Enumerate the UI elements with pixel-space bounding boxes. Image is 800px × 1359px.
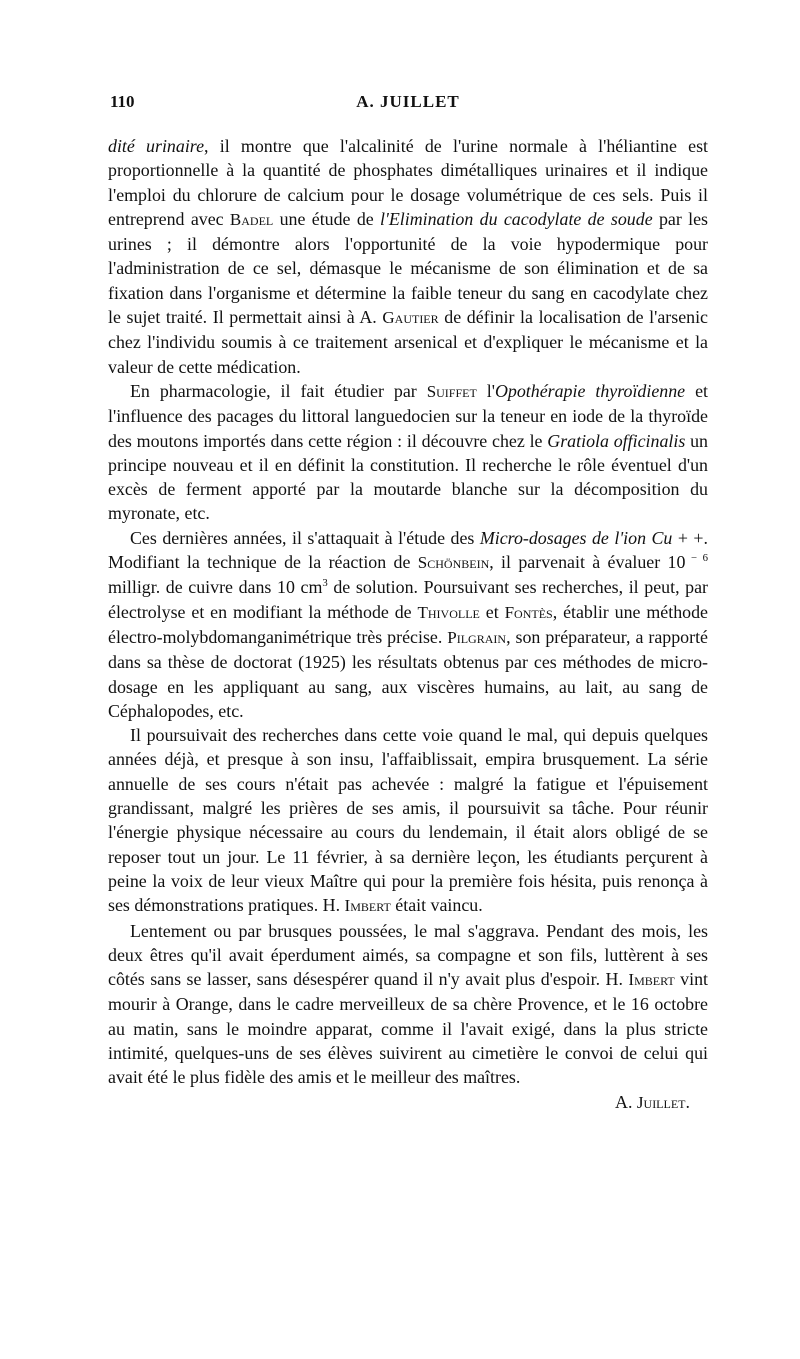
- paragraph-1: [108, 134, 708, 379]
- text-run: était vaincu.: [390, 895, 483, 916]
- exponent: − 6: [685, 552, 709, 565]
- italic-title: l'Elimination du cacodylate de soude: [380, 208, 653, 229]
- italic-species: Gratiola officinalis: [547, 430, 686, 451]
- text-run: une étude de: [273, 208, 381, 229]
- italic-title: Micro-dosages de l'ion Cu: [479, 527, 673, 548]
- author-name: Badel: [229, 209, 274, 229]
- text-run: et: [479, 601, 505, 622]
- italic-title: Opothérapie thyroïdienne: [494, 380, 686, 401]
- text-run: , son préparateur, a rapporté dans sa thèse de doctorat (1925) les résultats obtenus par ces méthodes de micro-dosage en les appliquant au sang, aux viscères humains, au lait, au sang de Céphalopodes, etc.: [108, 626, 708, 721]
- text-run: vint mourir à Orange, dans le cadre merveilleux de sa chère Provence, et le 16 octobre au matin, sans le moindre apparat, comme il l'avait exigé, dans la plus stricte intimité, quelques-uns de ses élèves suivirent au cimetière le convoi de celui qui avait été le plus fidèle des amis et le meilleur des maîtres.: [108, 969, 708, 1088]
- page-number: 110: [110, 92, 135, 111]
- text-run: par les urines ; il démontre alors l'opportunité de la voie hypodermique pour l'administration de ce sel, démasque le mécanisme de son élimination et de sa fixation dans l'organisme et détermine la faible teneur du sang en cacodylate chez le sujet traité. Il permettait ainsi à A.: [108, 208, 709, 328]
- text-run: + +. Modifiant la technique de la réaction de: [108, 527, 708, 573]
- exponent: 3: [322, 577, 328, 590]
- author-name: Suiffet: [426, 381, 477, 401]
- text-run: l': [476, 380, 495, 401]
- signature-period: .: [685, 1091, 690, 1112]
- text-run: Lentement ou par brusques poussées, le mal s'aggrava. Pendant des mois, les deux êtres qu'il avait éperdument aimés, sa compagne et son fils, luttèrent à ses côtés sans se lasser, sans désespérer quand il n'y avait plus d'espoir. H.: [108, 920, 708, 990]
- body-text: [108, 134, 708, 1090]
- paragraph-3: [108, 526, 708, 723]
- paragraph-2: [108, 379, 708, 526]
- text-run: , établir une méthode électro-molybdomanganimétrique très précise.: [108, 601, 708, 647]
- text-run: Ces dernières années, il s'attaquait à l'étude des: [130, 527, 480, 548]
- running-title: A. JUILLET: [356, 92, 460, 111]
- text-run: Il poursuivait des recherches dans cette voie quand le mal, qui depuis quelques années déjà, et presque à son insu, l'affaiblissait, empira brusquement. La série annuelle de ses cours n'était pas achevée : malgré la fatigue et l'épuisement grandissant, malgré les prières de ses amis, il poursuivit sa tâche. Pour réunir l'énergie physique nécessaire au cours du lendemain, il était alors obligé de se reposer tout un jour. Le 11 février, à sa dernière leçon, les étudiants perçurent à peine la voix de leur vieux Maître qui pour la première fois hésita, puis renonça à ses démonstrations pratiques. H.: [108, 725, 708, 916]
- text-run: et l'influence des pacages du littoral languedocien sur la teneur en iode de la thyroïde des moutons importés dans cette région : il découvre chez le: [108, 380, 708, 451]
- author-name: Schönbein: [417, 553, 490, 573]
- signature-surname: Juillet: [636, 1092, 686, 1112]
- author-name: Gautier: [382, 308, 439, 328]
- author-name: Imbert: [628, 970, 675, 990]
- text-run: de solution. Poursuivant ses recherches, il peut, par électrolyse et en modifiant la méthode de: [108, 577, 708, 622]
- paragraph-4: [108, 723, 708, 918]
- text-run: milligr. de cuivre dans 10 cm: [108, 577, 323, 598]
- paragraph-5: [108, 919, 708, 1090]
- author-name: Thivolle: [417, 602, 480, 622]
- author-name: Pilgrain: [447, 627, 507, 647]
- signature-initial: A.: [615, 1091, 637, 1112]
- text-run: En pharmacologie, il fait étudier par: [130, 380, 427, 401]
- text-run: de définir la localisation de l'arsenic chez l'individu soumis à ce traitement arsenical et d'expliquer le mécanisme et la valeur de cette médication.: [108, 307, 708, 377]
- document-page: [108, 92, 708, 1115]
- italic-term: dité urinaire: [108, 136, 205, 156]
- text-run: , il parvenait à évaluer 10: [489, 552, 686, 573]
- running-header: [108, 92, 708, 118]
- author-name: Fontès: [504, 602, 553, 622]
- text-run: un principe nouveau et il en définit la constitution. Il recherche le rôle éventuel d'un excès de ferment apporté par la moutarde blanche sur la décomposition du myronate, etc.: [108, 430, 708, 524]
- signature: [108, 1090, 708, 1115]
- author-name: Imbert: [344, 896, 391, 916]
- text-run: , il montre que l'alcalinité de l'urine normale à l'héliantine est proportionnelle à la quantité de phosphates dimétalliques urinaires et il indique l'emploi du chlorure de calcium pour le dosage volumétrique de ces sels. Puis il entreprend avec: [108, 136, 708, 229]
